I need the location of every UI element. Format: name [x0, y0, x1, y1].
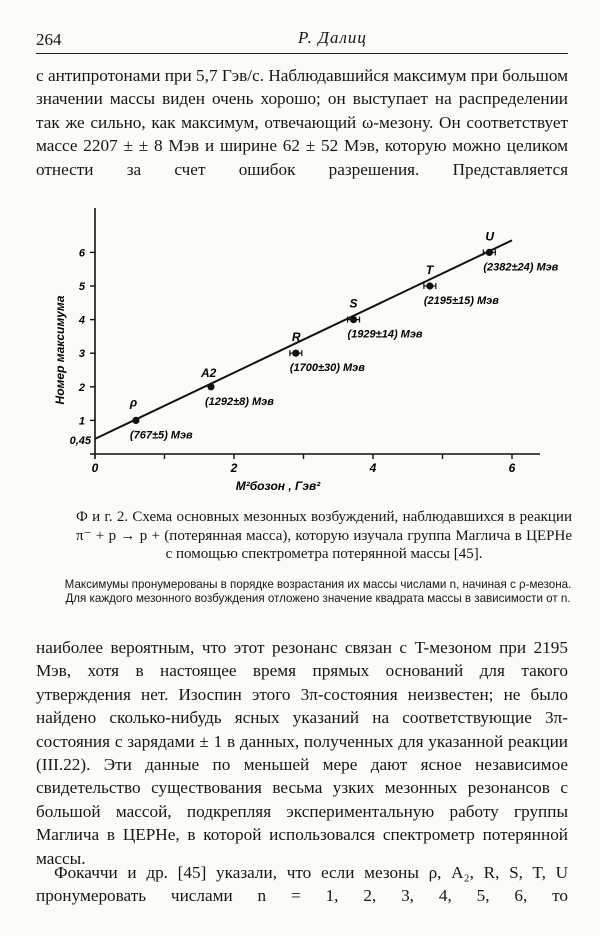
mass-squared-chart: [50, 200, 560, 500]
fit-line: [95, 240, 512, 442]
y-tick-label: 6: [78, 247, 85, 260]
point-name-label: A2: [200, 365, 217, 380]
point-mass-label: (2195±15) Мэв: [423, 295, 499, 307]
point-name-label: S: [349, 296, 358, 311]
intercept-label: 0,45: [69, 435, 91, 447]
point-name-label: T: [425, 263, 434, 277]
page-number: 264: [36, 30, 62, 49]
x-tick-label: 0: [91, 461, 99, 475]
data-point-S: [350, 316, 357, 323]
x-tick-label: 4: [369, 461, 377, 475]
data-point-T: [426, 282, 433, 289]
point-name-label: U: [485, 229, 495, 244]
x-tick-label: 6: [508, 461, 516, 475]
point-mass-label: (2382±24) Мэв: [483, 261, 559, 274]
point-name-label: R: [291, 330, 301, 345]
point-mass-label: (1700±30) Мэв: [289, 362, 365, 375]
point-name-label: ρ: [129, 395, 138, 410]
data-point-ρ: [132, 417, 139, 424]
y-tick-label: 5: [78, 281, 85, 293]
y-tick-label: 2: [78, 381, 85, 394]
figure-note: Максимумы пронумерованы в порядке возрастания их массы числами n, начиная с ρ-мезона. Для каждого мезонного возбуждения отложено значение квадрата массы в зависимости от n.: [64, 578, 572, 606]
data-point-U: [486, 249, 493, 256]
page-header: [36, 26, 568, 54]
x-tick-label: 2: [230, 461, 238, 475]
point-mass-label: (1929±14) Мэв: [347, 328, 423, 341]
point-mass-label: (1292±8) Мэв: [204, 395, 274, 408]
y-tick-label: 4: [78, 314, 85, 327]
data-point-R: [292, 350, 299, 357]
point-mass-label: (767±5) Мэв: [129, 429, 193, 442]
paragraph-bottom: Фокаччи и др. [45] указали, что если мезоны ρ, A₂, R, S, T, U пронумеровать числами n = 1, 2, 3, 4, 5, 6, то: [36, 863, 568, 906]
paragraph-top: с антипротонами при 5,7 Гэв/с. Наблюдавшийся максимум при большом значении массы виден очень хорошо; он выступает на распределении так же сильно, как максимум, отвечающий ω-мезону. Он соответствует массе 2207 ± ± 8 Мэв и ширине 62 ± 52 Мэв, которую можно целиком отнести за счет ошибок разрешения. Представляется: [36, 66, 568, 179]
figure-caption: Ф и г. 2. Схема основных мезонных возбуждений, наблюдавшихся в реакции π⁻ + p → p + (потерянная масса), которую изучала группа Маглича в ЦЕРНе с помощью спектрометра потерянной массы [45].: [76, 509, 572, 563]
y-tick-label: 3: [78, 348, 85, 361]
data-point-A2: [207, 383, 214, 390]
y-axis-label: Номер максимума: [53, 295, 67, 405]
running-author: Р. Далиц: [298, 28, 367, 47]
y-tick-label: 1: [78, 415, 85, 428]
x-axis-label: M²бозон , Гэв²: [235, 479, 321, 493]
paragraph-middle: наиболее вероятным, что этот резонанс связан с T-мезоном при 2195 Мэв, хотя в настоящее время прямых оснований для такого утверждения нет. Изоспин этого 3π-состояния неизвестен; не было найдено сколько-нибудь ясных указаний на соответствующие 3π-состояния с зарядами ± 1 в данных, полученных для указанной реакции (III.22). Эти данные по меньшей мере дают ясное независимое свидетельство существования весьма узких мезонных резонансов с большой массой, подкрепляя экспериментальную работу группы Маглича в ЦЕРНе, в которой использовался спектрометр потерянной массы.: [36, 638, 568, 868]
header-rule: [36, 53, 568, 54]
